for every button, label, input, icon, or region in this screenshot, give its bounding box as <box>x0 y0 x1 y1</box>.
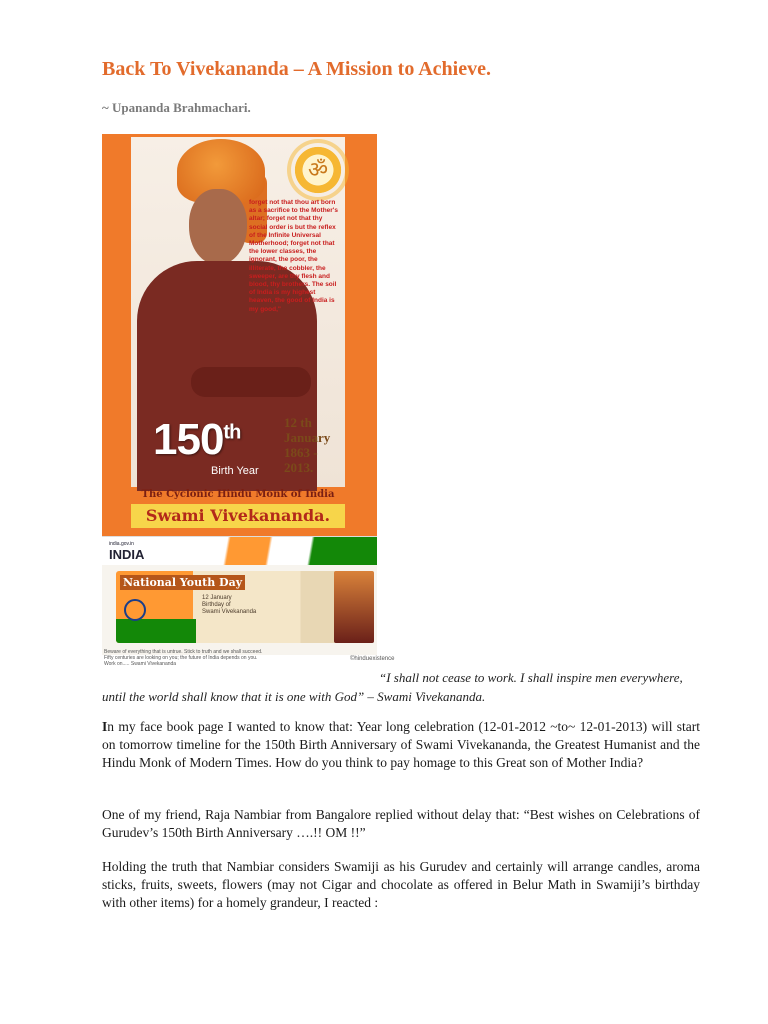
logo-text: INDIA <box>109 547 145 562</box>
vivekananda-poster-image <box>102 134 377 536</box>
poster-quote: forget not that thou art born as a sacrifice to the Mother's altar; forget not that thy social order is but the reflex of the Infinite Universal Motherhood; forget not that the lower classes, the ignorant, the poor, the illiterate, the cobbler, the sweeper, are thy flesh and blood, thy brothers. The soil of India is my highest heaven, the good of India is my good," <box>249 199 338 313</box>
article-author: ~ Upananda Brahmachari. <box>102 100 251 115</box>
anniversary-suffix: th <box>223 421 241 444</box>
image-watermark: ©hinduexistence <box>350 656 395 662</box>
youth-day-date-line: Swami Vivekananda <box>202 609 257 615</box>
date-line: 1863 - <box>284 445 318 460</box>
date-line: 12 th <box>284 415 312 430</box>
monk-subtitle: The Cyclonic Hindu Monk of India <box>141 489 335 500</box>
banner-footer-line: Work on..... Swami Vivekananda <box>104 661 177 667</box>
date-line: 2013. <box>284 460 314 475</box>
logo-small-text: india.gov.in <box>109 541 134 547</box>
paragraph-initial: I <box>102 719 108 734</box>
paragraph-2: One of my friend, Raja Nambiar from Bangalore replied without delay that: “Best wishes on Celebrations of Gurudev’s 150th Birth Anniversary ….!! OM !!” <box>102 807 700 840</box>
paragraph-3: Holding the truth that Nambiar considers Swamiji as his Gurudev and certainly will arrange candles, aroma sticks, fruits, sweets, flowers (may not Cigar and chocolate as offered in Belur Math in Swamiji’s birthday with other items) for a homely grandeur, I reacted : <box>102 859 700 910</box>
banner-footer-line: Beware of everything that is untrue. Stick to truth and we shall succeed. <box>104 649 263 655</box>
paragraph-1 <box>102 718 700 772</box>
anniversary-number <box>153 415 240 465</box>
portrait-photo <box>131 137 345 487</box>
face <box>189 189 247 265</box>
folded-arms <box>191 367 311 397</box>
youth-day-date-line: 12 January <box>202 595 232 601</box>
ashoka-chakra-icon <box>124 599 146 621</box>
om-symbol-icon: ॐ <box>291 143 345 197</box>
youth-day-date-line: Birthday of <box>202 602 231 608</box>
banner-footer-line: Fifty centuries are looking on you; the future of India depends on you. <box>104 655 258 661</box>
small-portrait <box>334 571 374 643</box>
youth-day-date <box>202 595 256 616</box>
india-gov-logo <box>106 541 147 562</box>
anniversary-number-value: 150 <box>153 415 224 464</box>
youth-day-title: National Youth Day <box>120 575 245 590</box>
image-caption-quote: “I shall not cease to work. I shall inspire men everywhere, until the world shall know that it is one with God” – Swami Vivekananda. <box>102 670 683 704</box>
poster-dates <box>284 415 350 475</box>
flag-green-stripe <box>116 619 196 643</box>
banner-footer-quote <box>104 649 374 667</box>
birth-year-label: Birth Year <box>211 465 259 477</box>
paragraph-1-text: n my face book page I wanted to know that: Year long celebration (12-01-2012 ~to~ 12-01-2013) will start on tomorrow timeline for the 150th Birth Anniversary of Swami Vivekananda, the Greatest Humanist and the Hindu Monk of Modern Times. How do you think to pay homage to this Great son of Mother India? <box>102 719 700 770</box>
date-line: January <box>284 430 331 445</box>
poster-name: Swami Vivekananda. <box>131 504 345 528</box>
article-title: Back To Vivekananda – A Mission to Achieve. <box>102 58 491 80</box>
